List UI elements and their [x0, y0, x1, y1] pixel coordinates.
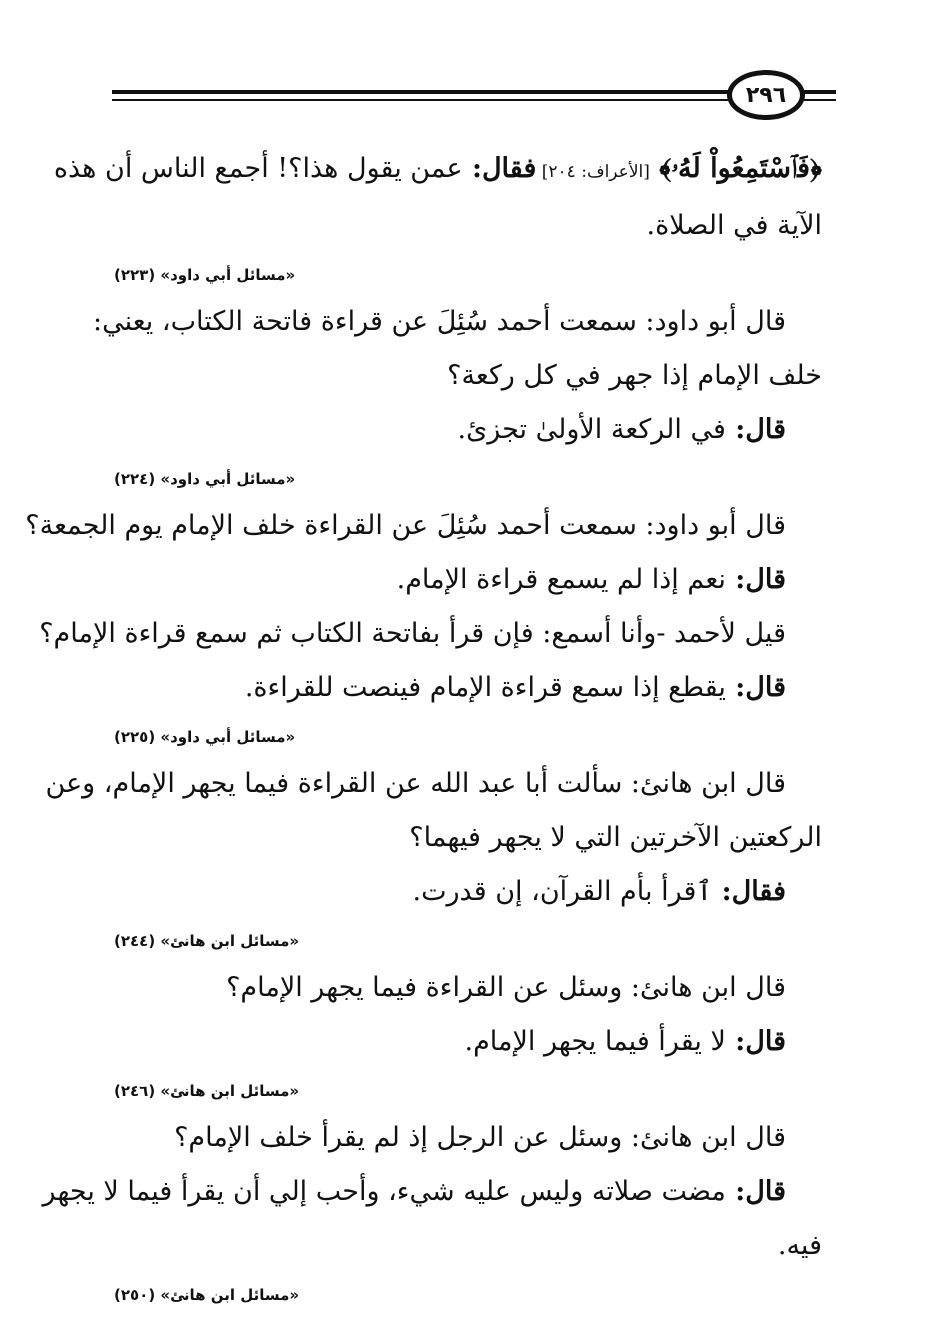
source-citation: «مسائل ابن هانئ» (٢٤٤): [114, 932, 300, 950]
speaker-label: قال:: [725, 414, 786, 445]
speaker-label: فقال:: [462, 153, 537, 184]
text-run: خلف الإمام إذا جهر في كل ركعة؟: [447, 360, 822, 391]
text-line: [114, 811, 822, 865]
text-run: قال أبو داود: سمعت أحمد سُئِلَ عن القراءة خلف الإمام يوم الجمعة؟: [25, 510, 786, 541]
paragraph: [42, 1111, 822, 1273]
paragraph: [114, 961, 822, 1069]
text-run: قال أبو داود: سمعت أحمد سُئِلَ عن قراءة فاتحة الكتاب، يعني:: [93, 306, 786, 337]
header-rule-thin: [112, 99, 730, 101]
paragraph: [53, 142, 822, 253]
text-run: يقطع إذا سمع قراءة الإمام فينصت للقراءة.: [244, 672, 726, 703]
page-body: [25, 142, 822, 1315]
speaker-label: قال:: [725, 564, 786, 595]
text-run: في الركعة الأولىٰ تجزئ.: [457, 414, 726, 445]
source-citation: «مسائل أبي داود» (٢٢٣): [114, 266, 296, 284]
text-line: [114, 1219, 822, 1273]
source-citation: «مسائل ابن هانئ» (٢٤٦): [114, 1082, 300, 1100]
text-run: قال ابن هانئ: وسئل عن الرجل إذ لم يقرأ خلف الإمام؟: [174, 1122, 786, 1153]
text-line: [114, 403, 822, 457]
text-run: قال ابن هانئ: سألت أبا عبد الله عن القراءة فيما يجهر الإمام، وعن: [45, 768, 786, 799]
text-line: [45, 757, 822, 811]
speaker-label: قال:: [725, 1026, 786, 1057]
paragraph: [93, 295, 822, 457]
text-line: [42, 1165, 822, 1219]
text-line: [114, 349, 822, 403]
text-line: [114, 961, 822, 1015]
source-citation: «مسائل ابن هانئ» (٢٥٠): [114, 1286, 300, 1304]
speaker-label: قال:: [725, 1176, 786, 1207]
text-run: فيه.: [777, 1230, 822, 1261]
text-run: عمن يقول هذا؟! أجمع الناس أن هذه: [53, 153, 463, 184]
text-run: قيل لأحمد -وأنا أسمع: فإن قرأ بفاتحة الكتاب ثم سمع قراءة الإمام؟: [39, 618, 786, 649]
source-citation: «مسائل أبي داود» (٢٢٤): [114, 470, 296, 488]
source-citation: «مسائل أبي داود» (٢٢٥): [114, 728, 296, 746]
text-run: مضت صلاته وليس عليه شيء، وأحب إلي أن يقرأ فيما لا يجهر: [42, 1176, 726, 1207]
text-line: [114, 553, 822, 607]
text-line: [114, 661, 822, 715]
text-run: الآية في الصلاة.: [646, 210, 822, 241]
speaker-label: قال:: [725, 672, 786, 703]
text-line: [25, 499, 822, 553]
text-line: [114, 1111, 822, 1165]
page-header: [112, 70, 836, 126]
text-run: ٱقرأ بأم القرآن، إن قدرت.: [412, 876, 713, 907]
page-number-badge: [727, 70, 805, 120]
page-number: ٢٩٦: [745, 82, 787, 108]
header-rule-right-thick: [804, 90, 836, 94]
text-run: الركعتين الآخرتين التي لا يجهر فيهما؟: [409, 822, 822, 853]
speaker-label: فقال:: [712, 876, 786, 907]
paragraph: [45, 757, 822, 919]
text-run: نعم إذا لم يسمع قراءة الإمام.: [396, 564, 726, 595]
text-line: [114, 1015, 822, 1069]
text-line: [39, 607, 822, 661]
text-run: لا يقرأ فيما يجهر الإمام.: [464, 1026, 726, 1057]
verse-reference: [الأعراف: ٢٠٤]: [536, 162, 650, 182]
text-line: [93, 295, 822, 349]
quran-verse: ﴿فَٱسْتَمِعُواْ لَهُۥ﴾: [649, 153, 822, 184]
paragraph: [25, 499, 822, 715]
header-rule-right-thin: [804, 99, 836, 101]
text-run: قال ابن هانئ: وسئل عن القراءة فيما يجهر الإمام؟: [226, 972, 786, 1003]
text-line: [114, 199, 822, 253]
text-line: [114, 865, 822, 919]
header-rule-thick: [112, 90, 730, 94]
text-line: [53, 142, 822, 199]
